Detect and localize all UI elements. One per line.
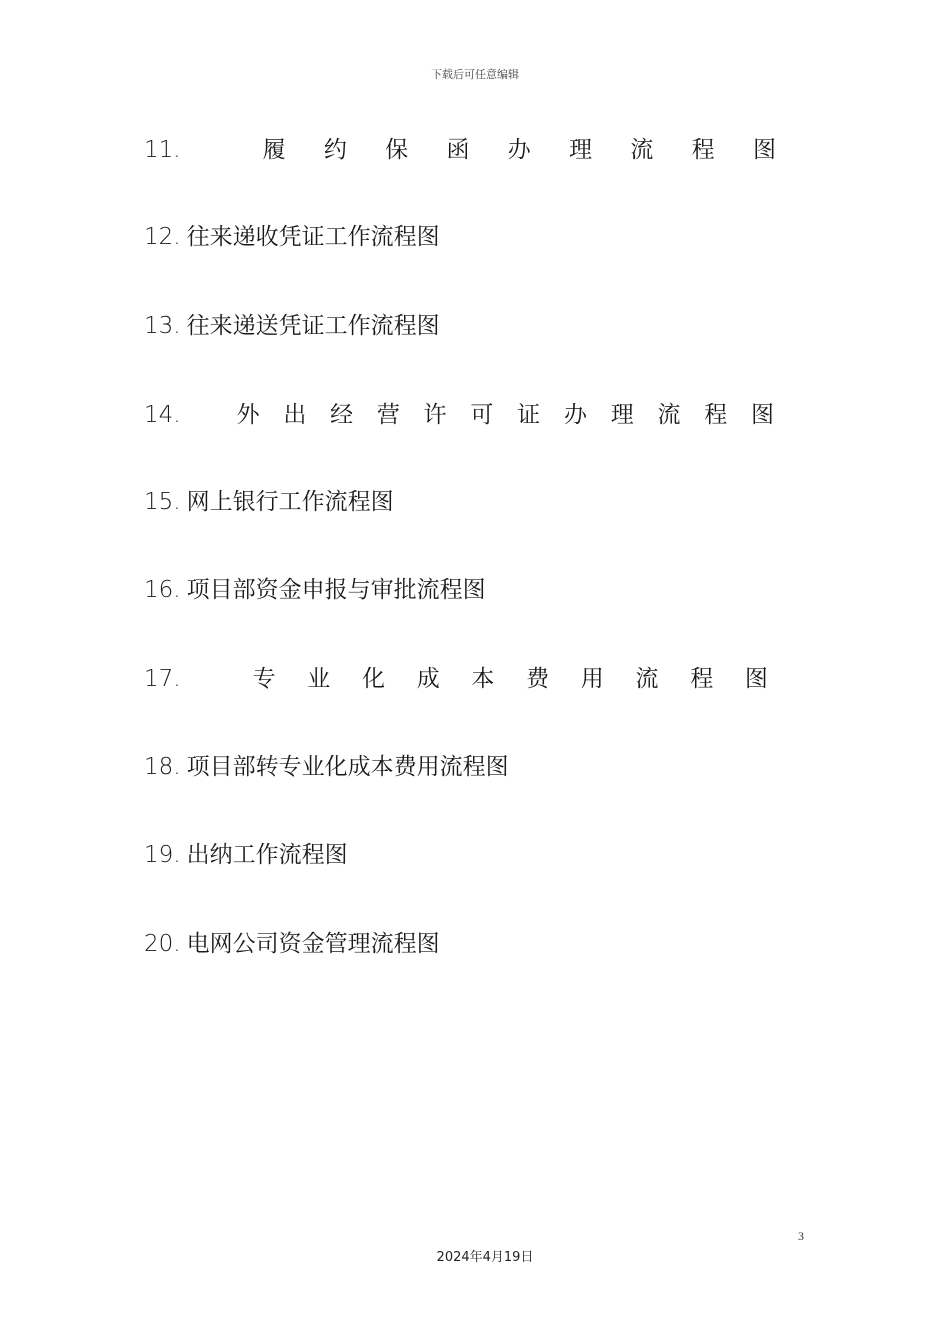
toc-title-char: 专 bbox=[252, 666, 276, 692]
toc-title-char: 许 bbox=[423, 402, 447, 428]
toc-title-char: 化 bbox=[361, 666, 385, 692]
toc-item-13 bbox=[144, 309, 440, 343]
toc-title-char: 可 bbox=[470, 402, 494, 428]
toc-title-char: 程 bbox=[690, 666, 714, 692]
toc-title-char: 成 bbox=[416, 666, 440, 692]
toc-item-20 bbox=[144, 927, 440, 961]
page-header: 下载后可任意编辑 bbox=[431, 68, 519, 81]
toc-title-char: 理 bbox=[610, 402, 634, 428]
toc-title-char: 图 bbox=[751, 402, 774, 428]
toc-title-char: 保 bbox=[385, 137, 409, 163]
toc-title-char: 外 bbox=[236, 402, 260, 428]
toc-item-18 bbox=[144, 750, 509, 784]
toc-item-number: 16. bbox=[144, 577, 181, 603]
toc-title-char: 费 bbox=[526, 666, 550, 692]
page-number: 3 bbox=[798, 1229, 804, 1243]
toc-item-title bbox=[253, 662, 768, 696]
toc-item-title: 出纳工作流程图 bbox=[186, 842, 348, 868]
toc-title-char: 约 bbox=[323, 137, 347, 163]
toc-title-char: 理 bbox=[569, 137, 593, 163]
toc-title-char: 出 bbox=[283, 402, 307, 428]
toc-item-number: 11. bbox=[144, 137, 181, 163]
toc-title-char: 业 bbox=[307, 666, 331, 692]
toc-title-char: 程 bbox=[704, 402, 728, 428]
toc-title-char: 程 bbox=[691, 137, 715, 163]
toc-item-19 bbox=[144, 838, 348, 872]
toc-item-16 bbox=[144, 573, 486, 607]
toc-item-14 bbox=[144, 398, 774, 432]
toc-title-char: 用 bbox=[580, 666, 604, 692]
toc-item-title bbox=[263, 133, 776, 167]
toc-item-title: 电网公司资金管理流程图 bbox=[186, 931, 440, 957]
toc-title-char: 本 bbox=[471, 666, 495, 692]
toc-title-char: 流 bbox=[635, 666, 659, 692]
toc-title-char: 流 bbox=[630, 137, 654, 163]
toc-item-title bbox=[237, 398, 774, 432]
toc-item-title: 网上银行工作流程图 bbox=[186, 489, 394, 515]
toc-item-12 bbox=[144, 220, 440, 254]
toc-item-number: 15. bbox=[144, 489, 181, 515]
toc-item-15 bbox=[144, 485, 394, 519]
toc-item-17 bbox=[144, 662, 768, 696]
toc-title-char: 证 bbox=[517, 402, 541, 428]
toc-title-char: 图 bbox=[744, 666, 768, 692]
toc-item-number: 17. bbox=[144, 666, 181, 692]
toc-item-number: 12. bbox=[144, 224, 181, 250]
toc-item-number: 19. bbox=[144, 842, 181, 868]
toc-title-char: 办 bbox=[563, 402, 587, 428]
toc-title-char: 经 bbox=[330, 402, 354, 428]
toc-title-char: 图 bbox=[752, 137, 776, 163]
toc-item-number: 20. bbox=[144, 931, 181, 957]
toc-item-number: 18. bbox=[144, 754, 181, 780]
toc-item-title: 项目部转专业化成本费用流程图 bbox=[186, 754, 509, 780]
toc-title-char: 办 bbox=[507, 137, 531, 163]
toc-item-11 bbox=[144, 133, 776, 167]
toc-item-number: 13. bbox=[144, 313, 181, 339]
page-footer-date: 2024年4月19日 bbox=[436, 1250, 534, 1265]
toc-item-title: 往来递收凭证工作流程图 bbox=[186, 224, 440, 250]
toc-title-char: 履 bbox=[262, 137, 286, 163]
toc-title-char: 函 bbox=[446, 137, 470, 163]
toc-item-title: 项目部资金申报与审批流程图 bbox=[186, 577, 486, 603]
toc-item-title: 往来递送凭证工作流程图 bbox=[186, 313, 440, 339]
toc-item-number: 14. bbox=[144, 402, 181, 428]
toc-title-char: 流 bbox=[657, 402, 681, 428]
toc-title-char: 营 bbox=[376, 402, 400, 428]
